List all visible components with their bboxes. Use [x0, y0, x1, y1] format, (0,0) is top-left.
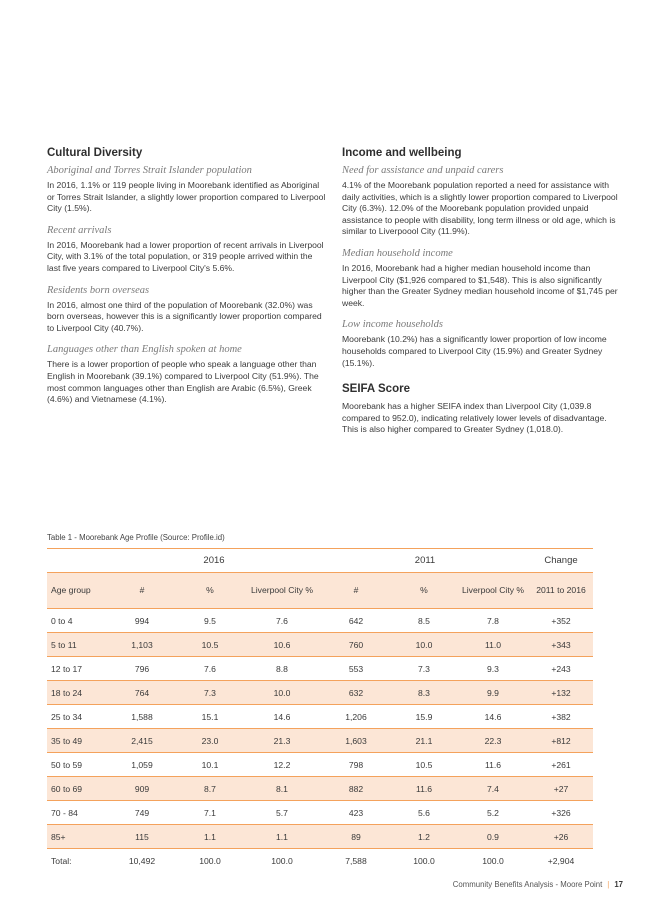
- liverpool-2016-cell: 8.1: [276, 783, 288, 794]
- liverpool-2016-cell: 12.2: [273, 759, 291, 770]
- count-2016-cell: 749: [134, 807, 150, 818]
- born-overseas-subheading: Residents born overseas: [47, 284, 150, 296]
- income-wellbeing-heading: Income and wellbeing: [342, 147, 462, 159]
- count-2011-header: #: [353, 585, 359, 595]
- table-row: [47, 777, 593, 801]
- age-group-cell: 35 to 49: [51, 735, 83, 746]
- percent-2011-header: %: [420, 585, 428, 595]
- count-2016-cell: 994: [134, 615, 150, 626]
- liverpool-2011-cell: 7.4: [487, 783, 499, 794]
- table-row: [47, 729, 593, 753]
- age-profile-table: [47, 548, 593, 873]
- count-2016-cell: 796: [134, 663, 150, 674]
- age-group-cell: Total:: [51, 855, 72, 866]
- count-2011-cell: 1,206: [345, 711, 367, 722]
- change-cell: +243: [551, 663, 571, 674]
- age-group-cell: 0 to 4: [51, 615, 73, 626]
- percent-2016-cell: 100.0: [199, 855, 221, 866]
- age-group-cell: 25 to 34: [51, 711, 83, 722]
- change-cell: +352: [551, 615, 571, 626]
- percent-2011-cell: 15.9: [415, 711, 433, 722]
- seifa-heading: SEIFA Score: [342, 383, 410, 396]
- liverpool-2016-cell: 7.6: [276, 615, 288, 626]
- count-2016-cell: 115: [135, 831, 149, 842]
- count-2011-cell: 7,588: [345, 855, 367, 866]
- percent-2016-cell: 7.1: [204, 807, 216, 818]
- liverpool-2016-cell: 10.0: [273, 687, 291, 698]
- age-group-cell: 5 to 11: [51, 639, 77, 650]
- liverpool-2011-cell: 100.0: [482, 855, 504, 866]
- liverpool-2011-cell: 0.9: [487, 831, 499, 842]
- right-column: [342, 147, 622, 446]
- liverpool-2011-cell: 14.6: [484, 711, 502, 722]
- count-2016-cell: 1,103: [131, 639, 153, 650]
- liverpool-2016-cell: 5.7: [276, 807, 288, 818]
- age-group-cell: 60 to 69: [51, 783, 83, 794]
- change-range-header: 2011 to 2016: [536, 585, 586, 595]
- liverpool-2016-cell: 21.3: [273, 735, 291, 746]
- count-2016-header: #: [139, 585, 145, 595]
- percent-2011-cell: 21.1: [415, 735, 433, 746]
- liverpool-2016-header: Liverpool City %: [250, 585, 314, 595]
- liverpool-2011-cell: 5.2: [487, 807, 499, 818]
- page-number: 17: [614, 880, 623, 889]
- table-row: [47, 681, 593, 705]
- change-cell: +2,904: [547, 855, 575, 866]
- percent-2011-cell: 7.3: [418, 663, 430, 674]
- percent-2011-cell: 8.5: [418, 615, 430, 626]
- year-header-blank: [47, 549, 107, 573]
- count-2016-cell: 1,588: [131, 711, 153, 722]
- table-row: [47, 657, 593, 681]
- count-2011-cell: 882: [348, 783, 364, 794]
- table-caption: Table 1 - Moorebank Age Profile (Source: Profile.id): [47, 533, 225, 542]
- percent-2016-cell: 1.1: [204, 831, 216, 842]
- seifa-paragraph: Moorebank has a higher SEIFA index than Liverpool City (1,039.8 compared to 952.0), indicating relatively lower levels of disadvantage. This is also higher compared to Greater Sydney (1,018.0).: [342, 401, 607, 435]
- change-cell: +812: [551, 735, 571, 746]
- age-group-cell: 50 to 59: [51, 759, 83, 770]
- percent-2011-cell: 11.6: [415, 783, 433, 794]
- atsi-subheading: Aboriginal and Torres Strait Islander population: [47, 165, 252, 176]
- count-2011-cell: 642: [348, 615, 364, 626]
- table-total-row: [47, 849, 593, 873]
- count-2011-cell: 1,603: [345, 735, 367, 746]
- count-2016-cell: 764: [134, 687, 150, 698]
- liverpool-2016-cell: 10.6: [273, 639, 291, 650]
- table-row: [47, 801, 593, 825]
- recent-arrivals-subheading: Recent arrivals: [47, 224, 112, 236]
- count-2011-cell: 760: [348, 639, 364, 650]
- percent-2011-cell: 10.5: [415, 759, 433, 770]
- median-income-paragraph: In 2016, Moorebank had a higher median household income than Liverpool City ($1,926 compared to $1,548). This is also significantly higher than the Greater Sydney median household income of $1,745 per week.: [342, 262, 618, 308]
- count-2016-cell: 909: [134, 783, 150, 794]
- percent-2016-cell: 7.6: [204, 663, 216, 674]
- year-2016-header: 2016: [203, 555, 225, 566]
- liverpool-2011-cell: 11.6: [484, 759, 502, 770]
- liverpool-2011-cell: 9.3: [487, 663, 499, 674]
- year-2011-header: 2011: [414, 555, 436, 566]
- table-row: [47, 753, 593, 777]
- liverpool-2016-cell: 100.0: [271, 855, 293, 866]
- table-row: [47, 705, 593, 729]
- table-row: [47, 825, 593, 849]
- liverpool-2011-cell: 7.8: [487, 615, 499, 626]
- column-header-row: [47, 573, 593, 609]
- percent-2016-cell: 8.7: [204, 783, 216, 794]
- percent-2016-cell: 10.1: [201, 759, 219, 770]
- percent-2011-cell: 8.3: [418, 687, 430, 698]
- percent-2011-cell: 1.2: [418, 831, 430, 842]
- change-cell: +132: [551, 687, 571, 698]
- liverpool-2011-cell: 9.9: [487, 687, 499, 698]
- percent-2016-cell: 7.3: [204, 687, 216, 698]
- low-income-paragraph: Moorebank (10.2%) has a significantly lower proportion of low income households compared to Liverpool City (15.9%) and Greater Sydney (15.1%).: [342, 334, 607, 368]
- count-2016-cell: 2,415: [131, 735, 153, 746]
- liverpool-2011-cell: 22.3: [484, 735, 502, 746]
- liverpool-2011-cell: 11.0: [484, 639, 502, 650]
- age-group-cell: 18 to 24: [51, 687, 83, 698]
- percent-2016-cell: 23.0: [201, 735, 219, 746]
- table-row: [47, 609, 593, 633]
- year-header-row: [47, 549, 593, 573]
- low-income-subheading: Low income households: [342, 319, 443, 331]
- percent-2011-cell: 100.0: [413, 855, 435, 866]
- count-2011-cell: 632: [348, 687, 364, 698]
- age-group-header: Age group: [51, 585, 91, 595]
- languages-paragraph: There is a lower proportion of people who speak a language other than English in Moorebank (39.1%) compared to Liverpool City (51.9%). The most common languages other than English are Arabic (6.5%), Greek (4.6%) and Vietnamese (4.1%).: [47, 359, 319, 405]
- count-2016-cell: 1,059: [131, 759, 153, 770]
- liverpool-2016-cell: 1.1: [276, 831, 288, 842]
- born-overseas-paragraph: In 2016, almost one third of the population of Moorebank (32.0%) was born overseas, however this is a significantly lower proportion compared to Liverpool City (40.7%).: [47, 299, 322, 333]
- languages-subheading: Languages other than English spoken at home: [47, 344, 242, 356]
- percent-2016-cell: 9.5: [204, 615, 216, 626]
- assistance-paragraph: 4.1% of the Moorebank population reported a need for assistance with daily activities, which is a slightly lower proportion compared to Liverpool City (6.3%). 12.0% of the Moorebank population provided unpaid assistance to people with disability, long term illness or old age, which is similar to Liverpoool City (11.9%).: [342, 180, 618, 237]
- age-group-cell: 70 - 84: [51, 807, 78, 818]
- table-row: [47, 633, 593, 657]
- median-income-subheading: Median household income: [342, 247, 453, 259]
- change-cell: +27: [553, 783, 569, 794]
- percent-2016-header: %: [206, 585, 214, 595]
- page-footer: [453, 880, 623, 889]
- percent-2016-cell: 10.5: [201, 639, 219, 650]
- count-2011-cell: 89: [351, 831, 361, 842]
- footer-text: Community Benefits Analysis - Moore Point: [452, 880, 603, 889]
- atsi-paragraph: In 2016, 1.1% or 119 people living in Moorebank identified as Aboriginal or Torres Strait Islander, a slightly lower proportion compared to Liverpool City (1.5%).: [47, 180, 326, 214]
- liverpool-2011-header: Liverpool City %: [461, 585, 525, 595]
- footer-separator: |: [607, 880, 610, 889]
- count-2011-cell: 553: [348, 663, 364, 674]
- count-2016-cell: 10,492: [128, 855, 156, 866]
- age-group-cell: 12 to 17: [51, 663, 83, 674]
- recent-arrivals-paragraph: In 2016, Moorebank had a lower proportion of recent arrivals in Liverpool City, with 3.1% of the total population, or 319 people arrived within the last five years compared to Liverpool City's 5.6%.: [47, 239, 324, 273]
- count-2011-cell: 798: [348, 759, 364, 770]
- cultural-diversity-heading: Cultural Diversity: [47, 147, 143, 159]
- percent-2011-cell: 5.6: [418, 807, 430, 818]
- age-table-body: [47, 609, 593, 873]
- age-group-cell: 85+: [51, 831, 66, 842]
- change-cell: +26: [553, 831, 569, 842]
- change-cell: +326: [551, 807, 571, 818]
- percent-2016-cell: 15.1: [201, 711, 219, 722]
- liverpool-2016-cell: 8.8: [276, 663, 288, 674]
- liverpool-2016-cell: 14.6: [273, 711, 291, 722]
- count-2011-cell: 423: [348, 807, 364, 818]
- change-header: Change: [544, 555, 578, 566]
- change-cell: +261: [551, 759, 571, 770]
- assistance-subheading: Need for assistance and unpaid carers: [342, 165, 504, 176]
- percent-2011-cell: 10.0: [415, 639, 433, 650]
- change-cell: +343: [551, 639, 571, 650]
- change-cell: +382: [551, 711, 571, 722]
- left-column: [47, 147, 327, 416]
